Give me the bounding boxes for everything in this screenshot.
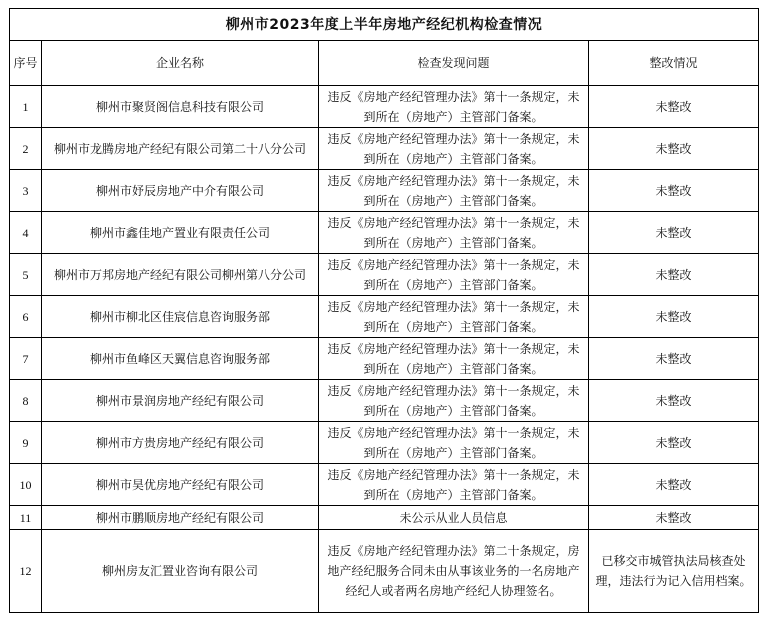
header-status: 整改情况: [589, 41, 759, 86]
company-name: 柳州市聚贤阁信息科技有限公司: [42, 86, 319, 128]
row-index: 2: [10, 128, 42, 170]
table-row: [10, 170, 759, 212]
table-row: [10, 464, 759, 506]
issue-text: 违反《房地产经纪管理办法》第二十条规定，房地产经纪服务合同未由从事该业务的一名房地产经纪人或者两名房地产经纪人协理签名。: [319, 530, 589, 613]
issue-text: 违反《房地产经纪管理办法》第十一条规定，未到所在（房地产）主管部门备案。: [319, 422, 589, 464]
header-company: 企业名称: [42, 41, 319, 86]
table-row: [10, 506, 759, 530]
status-text: 未整改: [589, 170, 759, 212]
table-row: [10, 338, 759, 380]
status-text: 已移交市城管执法局核查处理，违法行为记入信用档案。: [589, 530, 759, 613]
row-index: 6: [10, 296, 42, 338]
issue-text: 违反《房地产经纪管理办法》第十一条规定，未到所在（房地产）主管部门备案。: [319, 254, 589, 296]
header-row: [10, 41, 759, 86]
status-text: 未整改: [589, 464, 759, 506]
row-index: 4: [10, 212, 42, 254]
company-name: 柳州房友汇置业咨询有限公司: [42, 530, 319, 613]
table-row: [10, 380, 759, 422]
company-name: 柳州市景润房地产经纪有限公司: [42, 380, 319, 422]
issue-text: 违反《房地产经纪管理办法》第十一条规定，未到所在（房地产）主管部门备案。: [319, 170, 589, 212]
status-text: 未整改: [589, 128, 759, 170]
issue-text: 违反《房地产经纪管理办法》第十一条规定，未到所在（房地产）主管部门备案。: [319, 212, 589, 254]
status-text: 未整改: [589, 380, 759, 422]
header-issue: 检查发现问题: [319, 41, 589, 86]
table-row: [10, 296, 759, 338]
company-name: 柳州市万邦房地产经纪有限公司柳州第八分公司: [42, 254, 319, 296]
status-text: 未整改: [589, 212, 759, 254]
row-index: 11: [10, 506, 42, 530]
row-index: 10: [10, 464, 42, 506]
issue-text: 违反《房地产经纪管理办法》第十一条规定，未到所在（房地产）主管部门备案。: [319, 338, 589, 380]
table-title: 柳州市2023年度上半年房地产经纪机构检查情况: [10, 9, 759, 41]
table-row: [10, 530, 759, 613]
issue-text: 未公示从业人员信息: [319, 506, 589, 530]
company-name: 柳州市柳北区佳宸信息咨询服务部: [42, 296, 319, 338]
table-row: [10, 254, 759, 296]
issue-text: 违反《房地产经纪管理办法》第十一条规定，未到所在（房地产）主管部门备案。: [319, 296, 589, 338]
issue-text: 违反《房地产经纪管理办法》第十一条规定，未到所在（房地产）主管部门备案。: [319, 380, 589, 422]
header-index: 序号: [10, 41, 42, 86]
row-index: 8: [10, 380, 42, 422]
status-text: 未整改: [589, 86, 759, 128]
company-name: 柳州市妤辰房地产中介有限公司: [42, 170, 319, 212]
issue-text: 违反《房地产经纪管理办法》第十一条规定，未到所在（房地产）主管部门备案。: [319, 464, 589, 506]
company-name: 柳州市昊优房地产经纪有限公司: [42, 464, 319, 506]
company-name: 柳州市鹏顺房地产经纪有限公司: [42, 506, 319, 530]
table-row: [10, 128, 759, 170]
status-text: 未整改: [589, 422, 759, 464]
row-index: 3: [10, 170, 42, 212]
company-name: 柳州市方贵房地产经纪有限公司: [42, 422, 319, 464]
company-name: 柳州市龙腾房地产经纪有限公司第二十八分公司: [42, 128, 319, 170]
table-row: [10, 86, 759, 128]
table-row: [10, 212, 759, 254]
status-text: 未整改: [589, 296, 759, 338]
inspection-table: [9, 8, 759, 613]
row-index: 12: [10, 530, 42, 613]
status-text: 未整改: [589, 254, 759, 296]
row-index: 5: [10, 254, 42, 296]
issue-text: 违反《房地产经纪管理办法》第十一条规定，未到所在（房地产）主管部门备案。: [319, 128, 589, 170]
company-name: 柳州市鱼峰区天翼信息咨询服务部: [42, 338, 319, 380]
issue-text: 违反《房地产经纪管理办法》第十一条规定，未到所在（房地产）主管部门备案。: [319, 86, 589, 128]
status-text: 未整改: [589, 338, 759, 380]
status-text: 未整改: [589, 506, 759, 530]
table-row: [10, 422, 759, 464]
company-name: 柳州市鑫佳地产置业有限责任公司: [42, 212, 319, 254]
row-index: 9: [10, 422, 42, 464]
row-index: 7: [10, 338, 42, 380]
row-index: 1: [10, 86, 42, 128]
